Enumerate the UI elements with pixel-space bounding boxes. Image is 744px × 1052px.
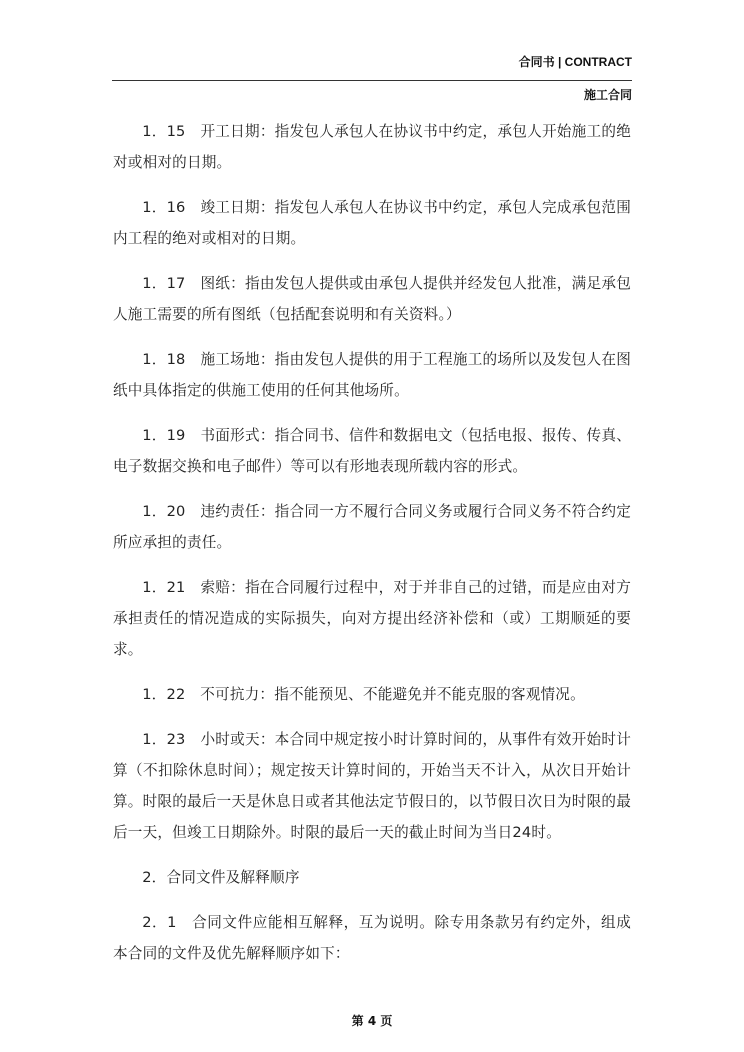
clause-1-23: 1．23 小时或天：本合同中规定按小时计算时间的，从事件有效开始时计算（不扣除休息时间）；规定按天计算时间的，开始当天不计入，从次日开始计算。时限的最后一天是休息日或者其他法定节假日的，以节假日次日为时限的最后一天，但竣工日期除外。时限的最后一天的截止时间为当日24时。 bbox=[113, 731, 631, 841]
clause-1-20: 1．20 违约责任：指合同一方不履行合同义务或履行合同义务不符合约定所应承担的责任。 bbox=[113, 503, 631, 551]
clause-1-22: 1．22 不可抗力：指不能预见、不能避免并不能克服的客观情况。 bbox=[142, 686, 585, 703]
clause-1-18: 1．18 施工场地：指由发包人提供的用于工程施工的场所以及发包人在图纸中具体指定的供施工使用的任何其他场所。 bbox=[113, 351, 631, 399]
clause-1-17: 1．17 图纸：指由发包人提供或由承包人提供并经发包人批准，满足承包人施工需要的所有图纸（包括配套说明和有关资料。） bbox=[113, 275, 631, 323]
clause-2-1: 2．1 合同文件应能相互解释，互为说明。除专用条款另有约定外，组成本合同的文件及优先解释顺序如下： bbox=[113, 914, 631, 962]
document-body bbox=[113, 116, 631, 983]
header-rule bbox=[112, 80, 632, 81]
clause-1-16: 1．16 竣工日期：指发包人承包人在协议书中约定，承包人完成承包范围内工程的绝对或相对的日期。 bbox=[113, 199, 631, 247]
header-subtitle: 施工合同 bbox=[583, 88, 632, 102]
header-title: 合同书 | CONTRACT bbox=[518, 55, 632, 69]
clause-1-19: 1．19 书面形式：指合同书、信件和数据电文（包括电报、报传、传真、电子数据交换和电子邮件）等可以有形地表现所载内容的形式。 bbox=[113, 427, 631, 475]
page-number: 第 4 页 bbox=[351, 1014, 393, 1028]
clause-1-21: 1．21 索赔：指在合同履行过程中，对于并非自己的过错，而是应由对方承担责任的情况造成的实际损失，向对方提出经济补偿和（或）工期顺延的要求。 bbox=[113, 579, 631, 658]
section-2-heading: 2．合同文件及解释顺序 bbox=[142, 869, 300, 886]
clause-1-15: 1．15 开工日期：指发包人承包人在协议书中约定，承包人开始施工的绝对或相对的日期。 bbox=[113, 123, 631, 171]
